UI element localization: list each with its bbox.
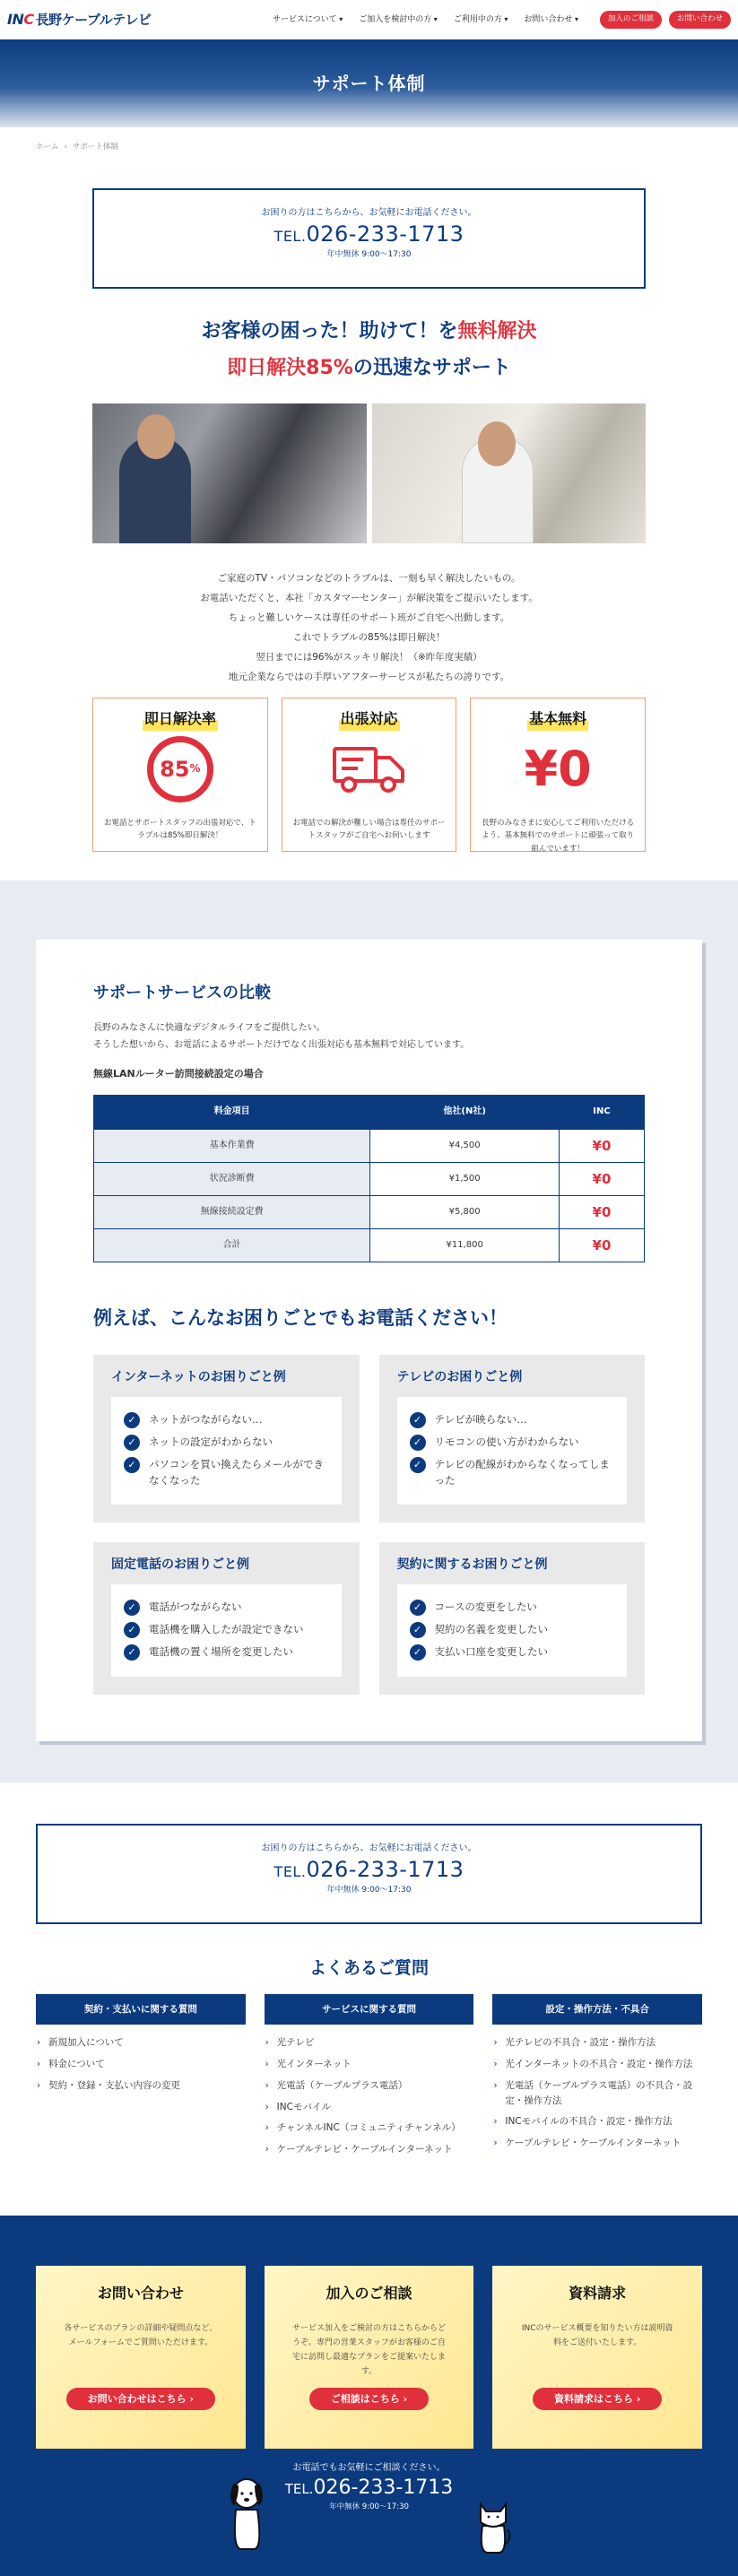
- faq-link[interactable]: › 光テレビ: [265, 2035, 474, 2051]
- feature-title: 基本無料: [527, 707, 588, 731]
- table-header-row: 料金項目 他社(N社) INC: [94, 1095, 645, 1129]
- consult-button[interactable]: ご相談はこちら ›: [309, 2388, 429, 2411]
- faq-link[interactable]: › 契約・登録・支払い内容の変更: [36, 2078, 246, 2094]
- list-item: ✓ 契約の名義を変更したい: [410, 1621, 615, 1638]
- check-icon: ✓: [124, 1435, 140, 1451]
- site-header: [0, 0, 738, 39]
- check-icon: ✓: [410, 1622, 426, 1638]
- compare-subtitle: 無線LANルーター訪問接続設定の場合: [93, 1068, 264, 1080]
- nav-item-services[interactable]: サービスについて ▾: [273, 13, 343, 26]
- check-icon: ✓: [124, 1622, 140, 1638]
- table-row: 合計 ¥11,800 ¥0: [94, 1228, 645, 1262]
- tel-box-top: [92, 188, 646, 289]
- faq-title: よくあるご質問: [308, 1957, 429, 1978]
- check-icon: ✓: [410, 1644, 426, 1661]
- inquiry-button[interactable]: お問い合わせはこちら ›: [66, 2388, 215, 2411]
- dog-mascot-icon: [227, 2474, 266, 2551]
- logo-text: 長野ケーブルテレビ: [35, 12, 152, 28]
- photo-technician: [92, 403, 367, 543]
- check-icon: ✓: [410, 1457, 426, 1473]
- feature-cards: [92, 698, 646, 852]
- faq-column-contract: 契約・支払いに関する質問 › 新規加入について › 料金について › 契約・登録・支払い内容の変更: [36, 1994, 246, 2164]
- check-icon: ✓: [410, 1412, 426, 1428]
- faq-link[interactable]: › 光インターネットの不具合・設定・操作方法: [492, 2057, 702, 2072]
- feature-text: お電話とサポートスタッフの出張対応で、トラブルは85%即日解決！: [103, 818, 256, 841]
- truck-icon: [331, 742, 408, 797]
- feature-title: 出張対応: [339, 707, 400, 731]
- headline-line-2: 即日解決85%の迅速なサポート: [227, 356, 511, 379]
- faq-link[interactable]: › ケーブルテレビ・ケーブルインターネット: [265, 2142, 474, 2157]
- list-item: ✓ 支払い口座を変更したい: [410, 1644, 615, 1661]
- list-item: ✓ リモコンの使い方がわからない: [410, 1434, 615, 1451]
- logo-inc: INC: [7, 11, 34, 29]
- faq-column-settings: 設定・操作方法・不具合 › 光テレビの不具合・設定・操作方法 › 光インターネットの不具合・設定・操作方法 › 光電話（ケーブルプラス電話）の不具合・設定・操作方法 › INCモバイルの不具合・設定・操作方法 › ケーブルテレビ・ケーブルインターネット: [492, 1994, 702, 2164]
- table-row: 基本作業費 ¥4,500 ¥0: [94, 1129, 645, 1162]
- yen-zero-icon: ¥0: [524, 740, 592, 797]
- feature-text: お電話での解決が難しい場合は専任のサポートスタッフがご自宅へお伺いします: [292, 818, 446, 841]
- list-item: ✓ 電話機を購入したが設定できない: [124, 1621, 329, 1638]
- feature-card-free: [470, 698, 646, 852]
- cat-mascot-icon: [475, 2499, 511, 2554]
- feature-title: 即日解決率: [143, 707, 218, 731]
- contact-button[interactable]: お問い合わせ: [669, 11, 731, 29]
- faq-link[interactable]: › チャンネルINC（コミュニティチャンネル）: [265, 2121, 474, 2136]
- intro-text: ご家庭のTV・パソコンなどのトラブルは、一刻も早く解決したいもの。 お電話いただくと、本社「カスタマーセンター」が解決策をご提示いたします。 ちょっと難しいケースは専任のサポート班がご自宅へ出動します。 これでトラブルの85%は即日解決！ 翌日までには96%がスッキリ解決！（※昨年度実績） 地元企業ならではの手厚いアフターサービスが私たちの誇りです。: [200, 572, 538, 683]
- support-section: [0, 880, 738, 1782]
- global-nav: [273, 13, 578, 26]
- tel-hours: 年中無休 9:00〜17:30: [326, 249, 412, 259]
- check-icon: ✓: [124, 1412, 140, 1428]
- faq-link[interactable]: › INCモバイルの不具合・設定・操作方法: [492, 2114, 702, 2129]
- nav-item-inquiry[interactable]: お問い合わせ ▾: [524, 13, 578, 26]
- faq-link[interactable]: › 光電話（ケーブルプラス電話）: [265, 2078, 474, 2094]
- percent-ring-icon: 85 %: [147, 736, 213, 802]
- join-consult-button[interactable]: 加入のご相談: [600, 11, 662, 29]
- feature-card-dispatch: [282, 698, 457, 852]
- faq-link[interactable]: › 料金について: [36, 2057, 246, 2072]
- compare-table: [93, 1095, 645, 1262]
- headline-line-1: お客様の困った！助けて！を無料解決: [201, 319, 537, 343]
- feature-text: 長野のみなさまに安心してご利用いただけるよう、基本無料でのサポートに頑張って取り組んでいます！: [482, 818, 635, 854]
- breadcrumb-home[interactable]: ホーム: [36, 143, 59, 152]
- tel-number[interactable]: TEL.026-233-1713: [284, 2476, 454, 2499]
- faq-section: [0, 1955, 738, 2164]
- table-row: 無線接続設定費 ¥5,800 ¥0: [94, 1195, 645, 1228]
- list-item: ✓ ネットがつながらない…: [124, 1411, 329, 1428]
- list-item: ✓ コースの変更をしたい: [410, 1599, 615, 1616]
- support-photos: [92, 403, 646, 543]
- faq-link[interactable]: › 光電話（ケーブルプラス電話）の不具合・設定・操作方法: [492, 2078, 702, 2109]
- breadcrumb-current: サポート体制: [72, 143, 118, 152]
- list-item: ✓ ネットの設定がわからない: [124, 1434, 329, 1451]
- headline: [0, 316, 738, 384]
- example-card-phone: 固定電話のお困りごと例 ✓ 電話がつながらない ✓ 電話機を購入したが設定できない ✓ 電話機の置く場所を変更したい: [93, 1542, 360, 1694]
- cta-card-inquiry: お問い合わせ 各サービスのプランの詳細や疑問点など、メールフォームでご質問いただけます。 お問い合わせはこちら ›: [36, 2266, 246, 2449]
- site-logo[interactable]: [7, 8, 151, 31]
- cta-tel: お電話でもお気軽にご相談ください。 TEL.026-233-1713 年中無休 9:00〜17:30: [0, 2461, 738, 2513]
- tel-box-middle: お困りの方はこちらから、お気軽にお電話ください。 TEL.026-233-1713 年中無休 9:00〜17:30: [36, 1824, 702, 1924]
- example-card-internet: インターネットのお困りごと例 ✓ ネットがつながらない… ✓ ネットの設定がわからない ✓ パソコンを買い換えたらメールができなくなった: [93, 1355, 360, 1522]
- tel-number[interactable]: TEL.026-233-1713: [273, 1856, 465, 1882]
- photo-call-center: [372, 403, 647, 543]
- example-card-contract: 契約に関するお困りごと例 ✓ コースの変更をしたい ✓ 契約の名義を変更したい ✓ 支払い口座を変更したい: [379, 1542, 646, 1694]
- page-hero: [0, 39, 738, 127]
- tel-lead: お困りの方はこちらから、お気軽にお電話ください。: [261, 207, 477, 218]
- tel-number[interactable]: TEL.026-233-1713: [273, 221, 465, 247]
- nav-item-current-users[interactable]: ご利用中の方 ▾: [454, 13, 508, 26]
- support-compare-box: [36, 940, 702, 1741]
- faq-link[interactable]: › ケーブルテレビ・ケーブルインターネット: [492, 2136, 702, 2151]
- faq-link[interactable]: › 光インターネット: [265, 2057, 474, 2072]
- check-icon: ✓: [124, 1457, 140, 1473]
- check-icon: ✓: [124, 1600, 140, 1616]
- breadcrumb-separator: ›: [64, 143, 67, 152]
- breadcrumb: [0, 127, 738, 169]
- faq-column-services: サービスに関する質問 › 光テレビ › 光インターネット › 光電話（ケーブルプラス電話） › INCモバイル › チャンネルINC（コミュニティチャンネル） › ケーブルテレビ・ケーブルインターネット: [265, 1994, 474, 2164]
- feature-card-same-day: [92, 698, 268, 852]
- check-icon: ✓: [124, 1644, 140, 1661]
- faq-link[interactable]: › 光テレビの不具合・設定・操作方法: [492, 2035, 702, 2051]
- faq-link[interactable]: › INCモバイル: [265, 2100, 474, 2115]
- check-icon: ✓: [410, 1600, 426, 1616]
- list-item: ✓ 電話がつながらない: [124, 1599, 329, 1616]
- table-row: 状況診断費 ¥1,500 ¥0: [94, 1162, 645, 1195]
- examples-title: 例えば、こんなお困りごとでもお電話ください！: [93, 1306, 508, 1329]
- list-item: ✓ テレビが映らない…: [410, 1411, 615, 1428]
- check-icon: ✓: [410, 1435, 426, 1451]
- cta-section: [0, 2216, 738, 2576]
- compare-desc: 長野のみなさんに快適なデジタルライフをご提供したい。 そうした想いから、お電話によるサポートだけでなく出張対応も基本無料で対応しています。: [93, 1023, 470, 1051]
- list-item: ✓ パソコンを買い換えたらメールができなくなった: [124, 1456, 329, 1489]
- nav-item-prospective[interactable]: ご加入を検討中の方 ▾: [359, 13, 438, 26]
- faq-link[interactable]: › 新規加入について: [36, 2035, 246, 2051]
- examples-section: [93, 1304, 645, 1695]
- page-title: サポート体制: [312, 73, 426, 94]
- example-card-tv: テレビのお困りごと例 ✓ テレビが映らない… ✓ リモコンの使い方がわからない ✓ テレビの配線がわからなくなってしまった: [379, 1355, 646, 1522]
- cta-card-join: 加入のご相談 サービス加入をご検討の方はこちらからどうぞ。専門の営業スタッフがお客様のご自宅に訪問し最適なプランをご提案いたします。 ご相談はこちら ›: [265, 2266, 474, 2449]
- list-item: ✓ 電話機の置く場所を変更したい: [124, 1644, 329, 1661]
- list-item: ✓ テレビの配線がわからなくなってしまった: [410, 1456, 615, 1489]
- cta-card-brochure: 資料請求 INCのサービス概要を知りたい方は説明資料をご送付いたします。 資料請求はこちら ›: [492, 2266, 702, 2449]
- brochure-button[interactable]: 資料請求はこちら ›: [533, 2388, 662, 2411]
- compare-title: サポートサービスの比較: [93, 984, 271, 1003]
